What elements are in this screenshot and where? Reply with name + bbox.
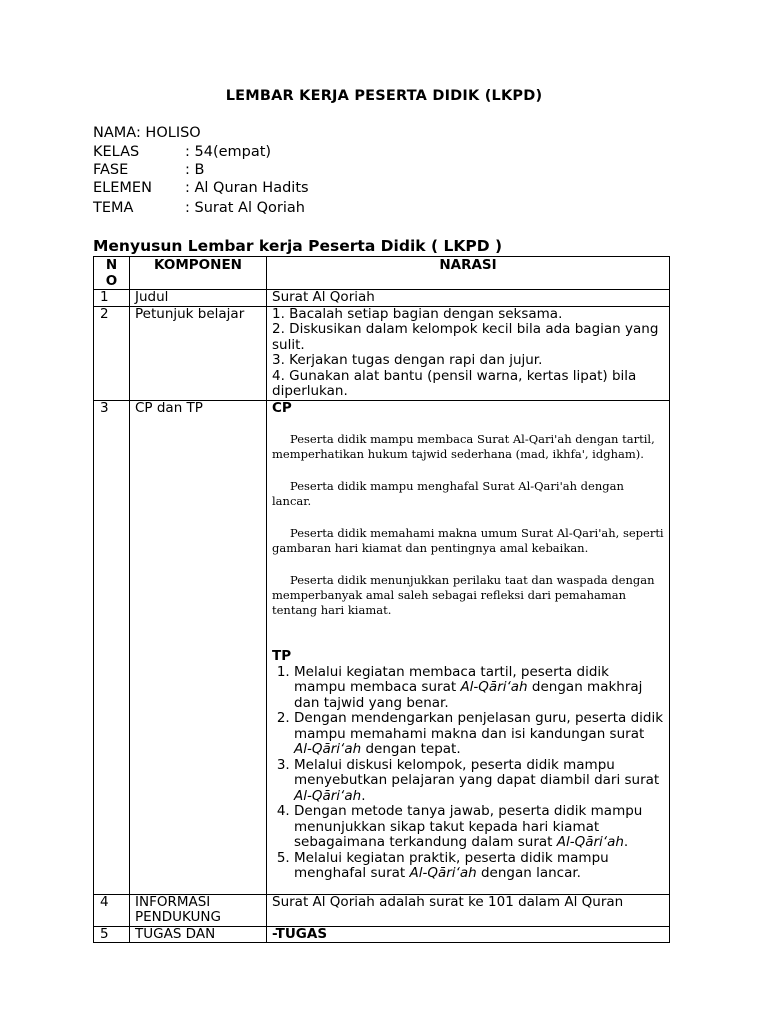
petunjuk-item: 3. Kerjakan tugas dengan rapi dan jujur. [272, 352, 543, 368]
cp-paragraph: Peserta didik memahami makna umum Surat Al-Qari'ah, seperti gambaran hari kiamat dan pentingnya amal kebaikan. [272, 526, 664, 555]
row-komponen: Petunjuk belajar [130, 306, 267, 400]
row-narasi [267, 306, 670, 400]
tp-list [272, 665, 664, 882]
petunjuk-item: 2. Diskusikan dalam kelompok kecil bila ada bagian yang sulit. [272, 321, 659, 353]
tp-item: 1. Melalui kegiatan membaca tartil, peserta didik mampu membaca surat Al-Qāri‘ah dengan makhraj dan tajwid yang benar. [294, 665, 664, 712]
row-komponen: TUGAS DAN [130, 926, 267, 943]
row-narasi: Surat Al Qoriah [267, 290, 670, 307]
header-no: N O [94, 257, 130, 290]
tp-item: 2. Dengan mendengarkan penjelasan guru, peserta didik mampu memahami makna dan isi kandungan surat Al-Qāri‘ah dengan tepat. [294, 711, 664, 758]
header-komponen: KOMPONEN [130, 257, 267, 290]
row-komponen: Judul [130, 290, 267, 307]
row-number: 2 [94, 306, 130, 400]
row-narasi: Surat Al Qoriah adalah surat ke 101 dalam Al Quran [267, 894, 670, 926]
lkpd-table [93, 256, 670, 943]
tp-heading: TP [272, 648, 292, 664]
cp-paragraph: Peserta didik mampu membaca Surat Al-Qari'ah dengan tartil, memperhatikan hukum tajwid sederhana (mad, ikhfa', idgham). [272, 432, 655, 461]
table-row [94, 306, 670, 400]
table-header-row [94, 257, 670, 290]
row-komponen: INFORMASI PENDUKUNG [130, 894, 267, 926]
table-row [94, 926, 670, 943]
elemen-field: ELEMEN : Al Quran Hadits [93, 180, 309, 196]
fase-field: FASE : B [93, 162, 205, 178]
row-number: 1 [94, 290, 130, 307]
cp-paragraph: Peserta didik mampu menghafal Surat Al-Qari'ah dengan lancar. [272, 479, 624, 508]
cp-paragraph: Peserta didik menunjukkan perilaku taat dan waspada dengan memperbanyak amal saleh sebagai refleksi dari pemahaman tentang hari kiamat. [272, 573, 655, 617]
section-title: Menyusun Lembar kerja Peserta Didik ( LKPD ) [93, 237, 503, 255]
kelas-field: KELAS : 54(empat) [93, 144, 272, 160]
row-number: 4 [94, 894, 130, 926]
petunjuk-item: 4. Gunakan alat bantu (pensil warna, kertas lipat) bila diperlukan. [272, 367, 637, 399]
row-narasi: -TUGAS [267, 926, 670, 943]
row-komponen: CP dan TP [130, 400, 267, 894]
page-title: LEMBAR KERJA PESERTA DIDIK (LKPD) [225, 88, 543, 104]
row-number: 3 [94, 400, 130, 894]
row-number: 5 [94, 926, 130, 943]
cp-heading: CP [272, 399, 292, 416]
petunjuk-item: 1. Bacalah setiap bagian dengan seksama. [272, 305, 563, 322]
tp-item: 4. Dengan metode tanya jawab, peserta didik mampu menunjukkan sikap takut kepada hari kiamat sebagaimana terkandung dalam surat Al-Qāri‘ah. [294, 804, 664, 851]
tp-item: 3. Melalui diskusi kelompok, peserta didik mampu menyebutkan pelajaran yang dapat diambil dari surat Al-Qāri‘ah. [294, 758, 664, 805]
table-row [94, 400, 670, 894]
nama-field: NAMA: HOLISO [93, 125, 201, 141]
row-narasi [267, 400, 670, 894]
header-narasi: NARASI [267, 257, 670, 290]
tp-item: 5. Melalui kegiatan praktik, peserta didik mampu menghafal surat Al-Qāri‘ah dengan lancar. [294, 851, 664, 882]
table-row [94, 894, 670, 926]
table-row [94, 290, 670, 307]
tema-field: TEMA : Surat Al Qoriah [93, 200, 305, 216]
